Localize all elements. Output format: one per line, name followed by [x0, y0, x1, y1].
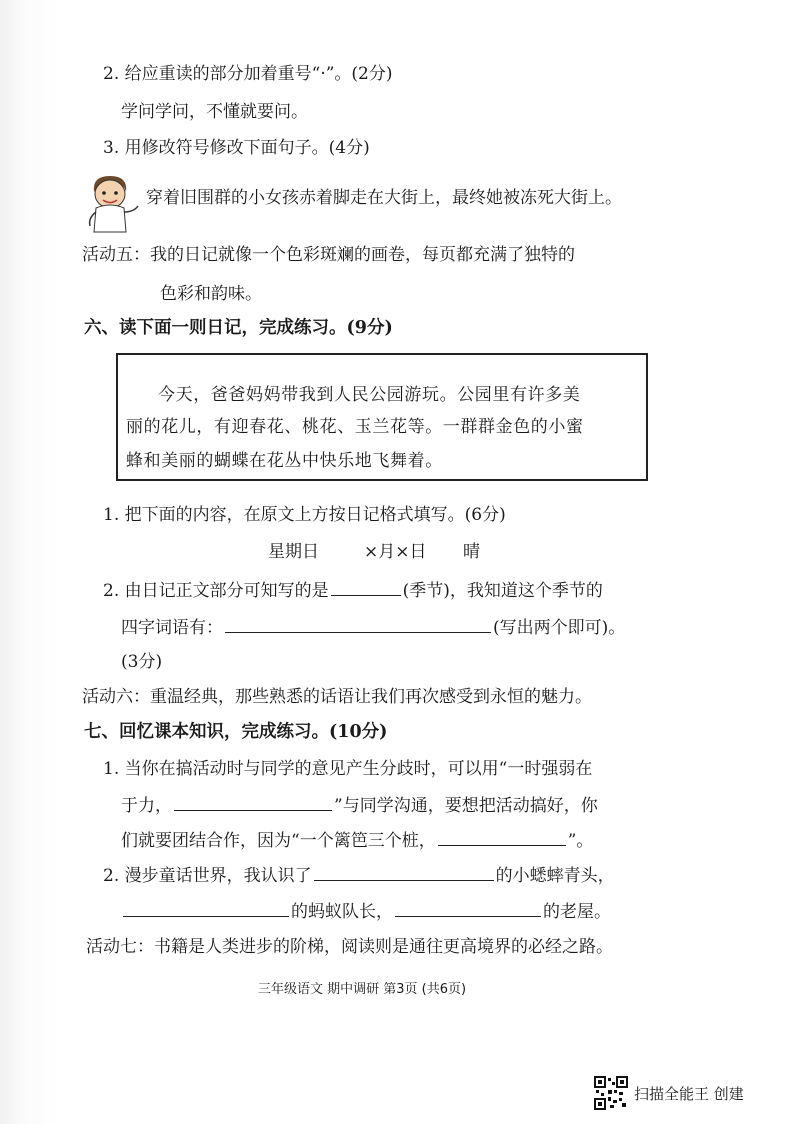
- s7-q2-line2a: 的蚂蚁队长，: [291, 902, 393, 922]
- s6-q1-title: 1. 把下面的内容，在原文上方按日记格式填写。(6分): [103, 505, 506, 525]
- diary-line-1: 今天，爸爸妈妈带我到人民公园游玩。公园里有许多美: [158, 385, 581, 405]
- q3-title: 3. 用修改符号修改下面句子。(4分): [103, 138, 370, 158]
- s6-q2-part4: (写出两个即可)。: [493, 618, 626, 638]
- s6-q2-line1: [103, 577, 603, 603]
- s7-q2-line2: [121, 898, 611, 924]
- s7-q1-line2b: ”与同学沟通，要想把活动搞好，你: [334, 796, 598, 816]
- s7-q1-line1: 1. 当你在搞活动时与同学的意见产生分歧时，可以用“一时强弱在: [103, 759, 593, 779]
- s7-q2-line1a: 2. 漫步童话世界，我认识了: [103, 866, 312, 886]
- qr-code-icon: [594, 1076, 628, 1110]
- watermark-text: 扫描全能王 创建: [634, 1085, 744, 1103]
- old-house-blank[interactable]: [395, 898, 541, 917]
- diary-line-2: 丽的花儿，有迎春花、桃花、玉兰花等。一群群金色的小蜜: [126, 417, 584, 437]
- diary-line-3: 蜂和美丽的蝴蝶在花丛中快乐地飞舞着。: [126, 451, 443, 471]
- activity5-line2: 色彩和韵味。: [160, 284, 262, 304]
- s7-q1-line3: [121, 827, 593, 853]
- page-footer: 三年级语文 期中调研 第3页 (共6页): [258, 982, 467, 997]
- section7-heading: 七、回忆课本知识，完成练习。(10分): [84, 722, 388, 742]
- s7-q1-line3a: 们就要团结合作，因为“一个篱笆三个桩，: [121, 831, 436, 851]
- cricket-blank[interactable]: [314, 862, 494, 881]
- s6-q2-part3: 四字词语有：: [121, 618, 223, 638]
- diary-weather: 晴: [463, 542, 480, 562]
- s7-q1-line2a: 于力，: [121, 796, 172, 816]
- q2-title: 2. 给应重读的部分加着重号“·”。(2分): [103, 64, 393, 84]
- q3-sentence: 穿着旧围群的小女孩赤着脚走在大街上，最终她被冻死大街上。: [146, 188, 622, 208]
- activity7: 活动七：书籍是人类进步的阶梯，阅读则是通往更高境界的必经之路。: [86, 937, 613, 957]
- s6-q2-part2: (季节)，我知道这个季节的: [402, 581, 603, 601]
- cartoon-boy-icon: [80, 172, 140, 234]
- diary-date: ×月×日: [364, 542, 427, 562]
- four-char-words-blank[interactable]: [225, 614, 491, 633]
- s7-q1-line2: [121, 792, 598, 818]
- s6-q2-line2: [121, 614, 625, 640]
- s7-q2-line1: [103, 862, 615, 888]
- q2-sentence: 学问学问，不懂就要问。: [121, 102, 308, 122]
- s6-q2-part1: 2. 由日记正文部分可知写的是: [103, 581, 329, 601]
- s6-q2-score: (3分): [121, 652, 163, 672]
- s7-q2-line2b: 的老屋。: [543, 902, 611, 922]
- season-blank[interactable]: [331, 577, 401, 596]
- idiom-blank-2[interactable]: [438, 827, 566, 846]
- idiom-blank-1[interactable]: [174, 792, 332, 811]
- ant-captain-blank[interactable]: [123, 898, 289, 917]
- section6-heading: 六、读下面一则日记，完成练习。(9分): [84, 318, 393, 338]
- camscanner-watermark: [594, 1076, 774, 1112]
- s7-q2-line1b: 的小蟋蟀青头，: [495, 866, 615, 886]
- activity6: 活动六：重温经典，那些熟悉的话语让我们再次感受到永恒的魅力。: [82, 687, 592, 707]
- s7-q1-line3b: ”。: [567, 831, 594, 851]
- diary-weekday: 星期日: [268, 542, 319, 562]
- diary-box: [116, 353, 648, 481]
- activity5-line1: 活动五：我的日记就像一个色彩斑斓的画卷，每页都充满了独特的: [82, 245, 575, 265]
